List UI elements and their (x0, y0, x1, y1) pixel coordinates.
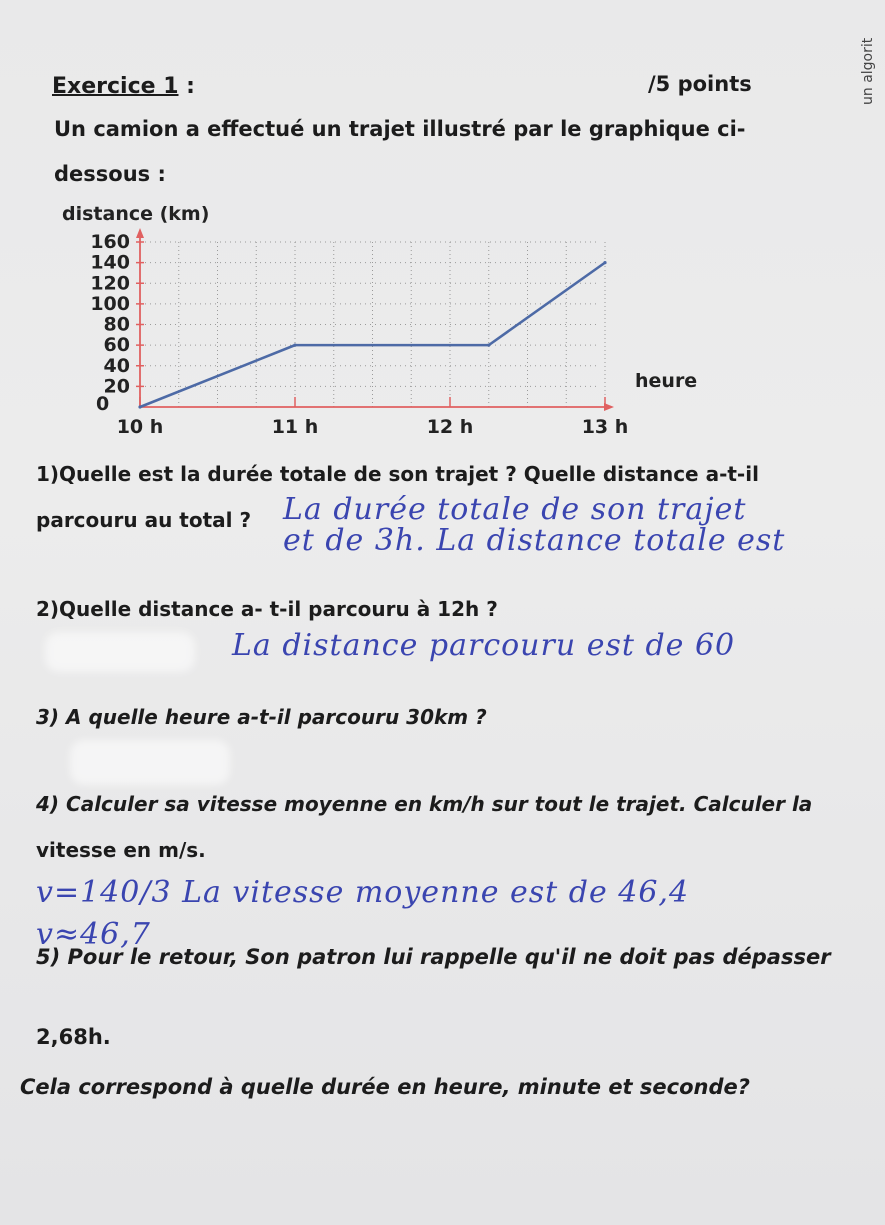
answer-4-line-2: v≈46,7 (36, 917, 151, 952)
answer-2: La distance parcouru est de 60 (232, 628, 736, 663)
y-tick-label: 20 (103, 375, 130, 398)
question-4-line-1: 4) Calculer sa vitesse moyenne en km/h sur tout le trajet. Calculer la (36, 792, 813, 816)
x-tick-label: 10 h (116, 416, 164, 438)
erased-area (45, 632, 195, 672)
trip-point (138, 405, 141, 408)
answer-4-line-1: v=140/3 La vitesse moyenne est de 46,4 (36, 875, 690, 910)
exercise-title: Exercice 1 : (52, 74, 195, 99)
points-label: /5 points (648, 72, 752, 96)
erased-area-2 (70, 740, 230, 785)
intro-line-1: Un camion a effectué un trajet illustré par le graphique ci- (54, 117, 746, 141)
trip-point (293, 344, 296, 347)
answer-1-line-1: La durée totale de son trajet (283, 492, 747, 527)
question-2: 2)Quelle distance a- t-il parcouru à 12h ? (36, 597, 498, 621)
x-axis-label: heure (635, 370, 698, 392)
y-tick-label: 120 (90, 272, 130, 295)
y-tick-label: 160 (90, 231, 130, 253)
y-tick-label: 100 (90, 292, 130, 315)
question-5-line-2: 2,68h. (36, 1025, 111, 1049)
question-5-line-3: Cela correspond à quelle durée en heure, minute et seconde? (20, 1075, 750, 1099)
answer-1-line-2: et de 3h. La distance totale est (283, 523, 786, 558)
y-tick-label: 80 (103, 313, 130, 336)
question-1-line-1: 1)Quelle est la durée totale de son trajet ? Quelle distance a-t-il (36, 462, 759, 486)
question-1-line-2: parcouru au total ? (36, 508, 252, 532)
x-tick-label: 12 h (426, 416, 474, 438)
y-tick-label: 0 (96, 393, 110, 415)
x-tick-label: 13 h (581, 416, 629, 438)
y-axis-label: distance (km) (62, 203, 210, 225)
y-tick-label: 40 (103, 354, 130, 377)
question-5-line-1: 5) Pour le retour, Son patron lui rappelle qu'il ne doit pas dépasser (36, 945, 831, 969)
y-tick-label: 140 (90, 251, 130, 274)
y-tick-label: 60 (103, 334, 130, 357)
question-3: 3) A quelle heure a-t-il parcouru 30km ? (36, 705, 487, 729)
x-tick-label: 11 h (271, 416, 319, 438)
trip-point (603, 261, 606, 264)
y-axis-arrow (136, 228, 144, 238)
intro-line-2: dessous : (54, 162, 166, 186)
margin-note: un algorit (860, 37, 876, 105)
question-4-line-2: vitesse en m/s. (36, 838, 206, 862)
trip-point (487, 344, 490, 347)
